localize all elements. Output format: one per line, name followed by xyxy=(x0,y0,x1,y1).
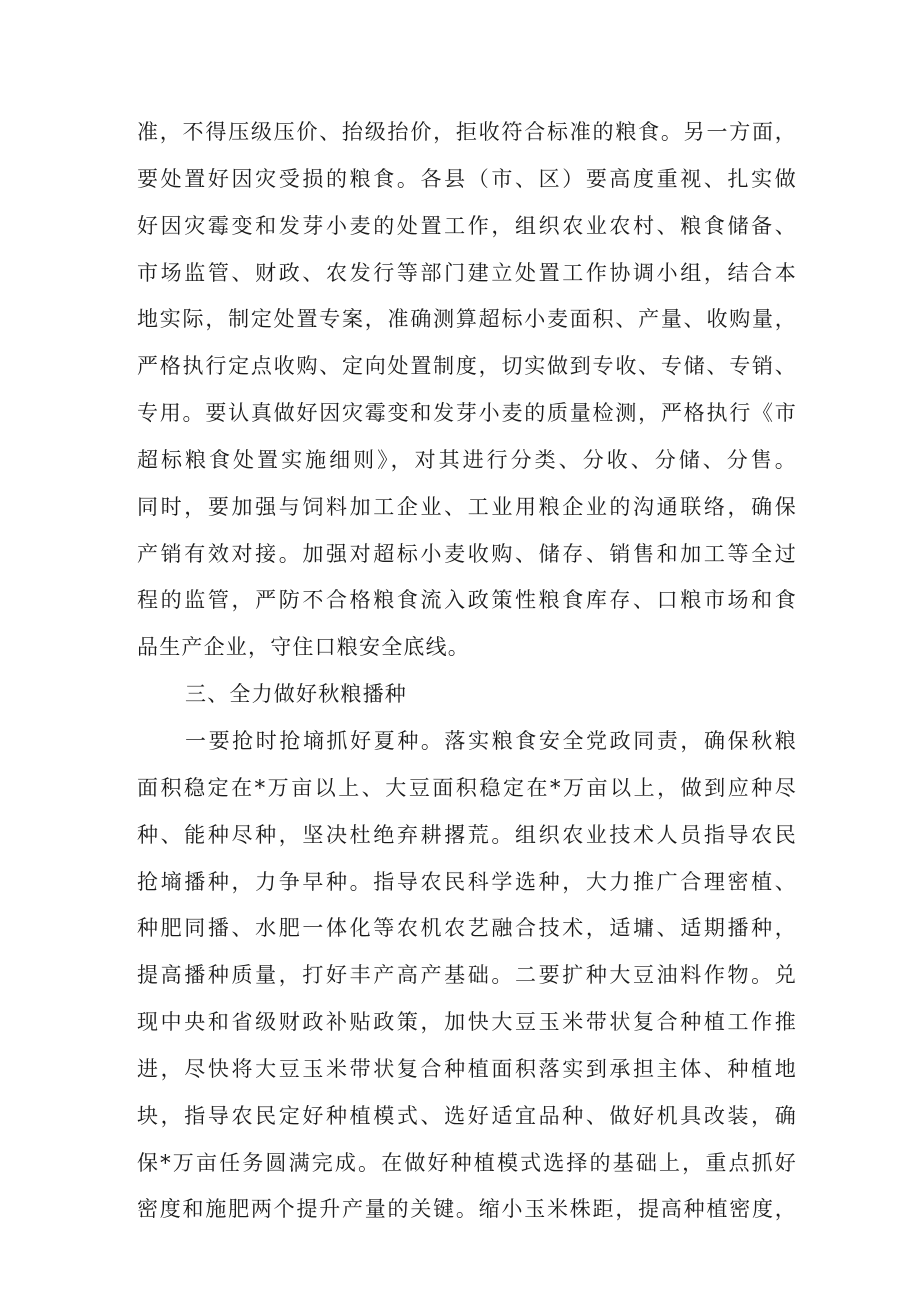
text-line: 提高播种质量，打好丰产高产基础。二要扩种大豆油料作物。兑 xyxy=(137,963,797,988)
text-line: 同时，要加强与饲料加工企业、工业用粮企业的沟通联络，确保 xyxy=(137,494,797,519)
text-line: 密度和施肥两个提升产量的关键。缩小玉米株距，提高种植密度， xyxy=(137,1197,797,1222)
text-line: 严格执行定点收购、定向处置制度，切实做到专收、专储、专销、 xyxy=(137,354,797,379)
text-line: 专用。要认真做好因灾霉变和发芽小麦的质量检测，严格执行《市 xyxy=(137,401,797,426)
text-line: 种、能种尽种，坚决杜绝弃耕撂荒。组织农业技术人员指导农民 xyxy=(137,822,797,847)
text-line: 面积稳定在*万亩以上、大豆面积稳定在*万亩以上，做到应种尽 xyxy=(137,775,797,800)
text-line: 保*万亩任务圆满完成。在做好种植模式选择的基础上，重点抓好 xyxy=(137,1150,797,1175)
paragraph-last-line: 品生产企业，守住口粮安全底线。 xyxy=(137,635,470,660)
section-heading: 三、全力做好秋粮播种 xyxy=(185,682,407,707)
text-line: 产销有效对接。加强对超标小麦收购、储存、销售和加工等全过 xyxy=(137,541,797,566)
text-line: 市场监管、财政、农发行等部门建立处置工作协调小组，结合本 xyxy=(137,260,797,285)
text-line: 地实际，制定处置专案，准确测算超标小麦面积、产量、收购量， xyxy=(137,307,797,332)
paragraph-first-line: 一要抢时抢墒抓好夏种。落实粮食安全党政同责，确保秋粮 xyxy=(185,728,797,753)
text-line: 要处置好因灾受损的粮食。各县（市、区）要高度重视、扎实做 xyxy=(137,166,797,191)
body-text xyxy=(137,109,797,1233)
text-line: 准，不得压级压价、抬级抬价，拒收符合标准的粮食。另一方面， xyxy=(137,120,797,144)
text-line: 现中央和省级财政补贴政策，加快大豆玉米带状复合种植工作推 xyxy=(137,1010,797,1035)
text-line: 好因灾霉变和发芽小麦的处置工作，组织农业农村、粮食储备、 xyxy=(137,213,797,238)
text-line: 进，尽快将大豆玉米带状复合种植面积落实到承担主体、种植地 xyxy=(137,1056,797,1081)
text-line: 超标粮食处置实施细则》，对其进行分类、分收、分储、分售。 xyxy=(137,447,797,472)
text-line: 抢墒播种，力争早种。指导农民科学选种，大力推广合理密植、 xyxy=(137,869,797,894)
text-line: 程的监管，严防不合格粮食流入政策性粮食库存、口粮市场和食 xyxy=(137,588,797,613)
text-line: 块，指导农民定好种植模式、选好适宜品种、做好机具改装，确 xyxy=(137,1103,797,1128)
text-line: 种肥同播、水肥一体化等农机农艺融合技术，适墉、适期播种， xyxy=(137,916,797,941)
